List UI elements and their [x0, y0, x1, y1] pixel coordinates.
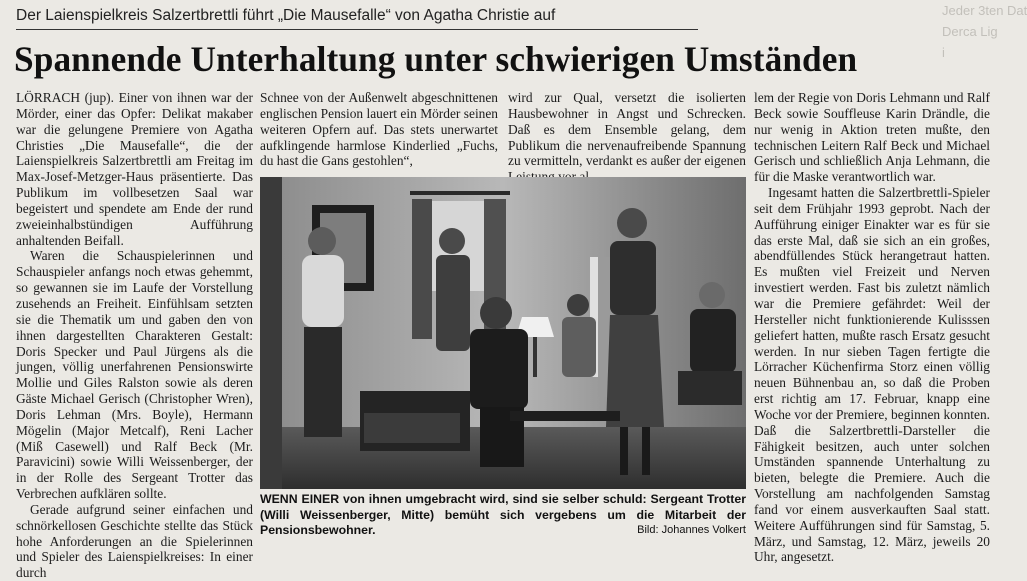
article-paragraph: LÖRRACH (jup). Einer von ihnen war der Mörder, einer das Opfer: Delikat makaber war die gelungene Premiere von Agatha Christies „Die Mausefalle“, die der Laienspielkreis Salzertbrettli am Freitag im Max-Josef-Metzger-Haus präsentierte. Das Publikum im vollbesetzen Saal war begeistert und spendete am Ende der rund zweieinhalbstündigen Aufführung anhaltenden Beifall. — [16, 90, 253, 248]
headline: Spannende Unterhaltung unter schwierigen Umständen — [14, 39, 858, 79]
kicker-line: Der Laienspielkreis Salzertbrettli führt „Die Mausefalle“ von Agatha Christie auf — [16, 7, 556, 24]
photo-credit: Bild: Johannes Volkert — [637, 524, 746, 536]
bleed-line: Derca Lig — [942, 24, 998, 39]
article-paragraph: lem der Regie von Doris Lehmann und Ralf Beck sowie Souffleuse Karin Drändle, die nur wenig in Aktion treten mußte, den technischen Leitern Ralf Beck und Michael Gerisch und schließlich Anja Lehmann, die für die Maske verantwortlich war. — [754, 90, 990, 185]
article-column-3 — [508, 90, 746, 174]
article-paragraph: wird zur Qual, versetzt die isolierten Hausbewohner in Angst und Schrecken. Daß es dem Ensemble gelang, dem Publikum die nervenaufreibende Spannung zu vermitteln, verdankt es außer der eigenen — [508, 90, 746, 169]
bleed-line: i — [942, 45, 945, 60]
photo-caption — [260, 492, 746, 539]
article-paragraph: Ingesamt hatten die Salzertbrettli-Spieler seit dem Frühjahr 1993 geprobt. Nach der Aufführung einiger Einakter war es für sie das erste Mal, daß sie sich an ein großes, abendfüllendes Stück herangetraut hatten. Es mußten viel Freizeit und Nerven investiert werden. Fast bis zuletzt nämlich war die Premiere gefährdet: Weil der Hersteller nicht funktionierende Kulisssen geliefert hatten, mußte rasch Ersatz gesucht werden. In nur sieben Tagen fertigte die Lörracher Küchenfirma Storz einen völlig neuen Bühnenbau an, so daß die Proben erst richtig am 17. Februar, knapp eine Woche vor der Premiere, beginnen konnten. Daß die Salzertbrettli-Darsteller die Fähigkeit besitzen, auch unter solchen Umständen spannende Unterhaltung zu bieten, belegte die Premiere. Auch die Vorstellung am nachfolgenden Samstag fand vor einem ausverkauften Saal statt. Weitere Aufführungen sind für Samstag, 5. März, und Samstag, 12. März, jeweils 20 Uhr, angesetzt. — [754, 185, 990, 565]
caption-text: WENN EINER von ihnen umgebracht wird, sind sie selber schuld: Sergeant Trotter (Willi Weissenberger, Mitte) bemüht sich vergebens um die Mitarbeit der Pensionsbewohner. — [260, 492, 746, 537]
article-column-4 — [754, 90, 990, 565]
article-paragraph: Schnee von der Außenwelt abgeschnittenen englischen Pension lauert ein Mörder seinen weiteren Opfern auf. Das stets unerwartet aufklingende harmlose Kinderlied „Fuchs, du hast die Gans gestohlen“, — [260, 90, 498, 169]
article-paragraph: Gerade aufgrund seiner einfachen und schnörkellosen Geschichte stellte das Stück hohe Anforderungen an die Spielerinnen und Spieler des Laienspielkreises: In einer durch — [16, 501, 253, 581]
article-paragraph: Waren die Schauspielerinnen und Schauspieler anfangs noch etwas gehemmt, so gewannen sie im Laufe der Vorstellung zusehends an Freiheit. Einfühlsam setzten sie die Thematik um und gaben den von ihnen dargestellten Charakteren Gestalt: Doris Specker und Paul Jürgens als die jungen, völlig unerfahrenen Pensionswirte Mollie und Giles Ralston sowie als deren Gäste Michael Gerisch (Christopher Wren), Doris Lehman (Mrs. Boyle), Hermann Mögelin (Major Metcalf), Reni Lacher (Miß Casewell) und Ralf Beck (Mr. Paravicini) sowie Willi Weissenberger, der in der Rolle des Sergeant Trotter das Verbrechen aufklären sollte. — [16, 248, 253, 502]
article-column-1 — [16, 90, 253, 581]
kicker-rule — [16, 29, 698, 30]
stage-photo — [260, 177, 746, 489]
article-column-2 — [260, 90, 498, 174]
stage-photo-illustration — [260, 177, 746, 489]
bleed-line: Jeder 3ten Dat — [942, 3, 1027, 18]
